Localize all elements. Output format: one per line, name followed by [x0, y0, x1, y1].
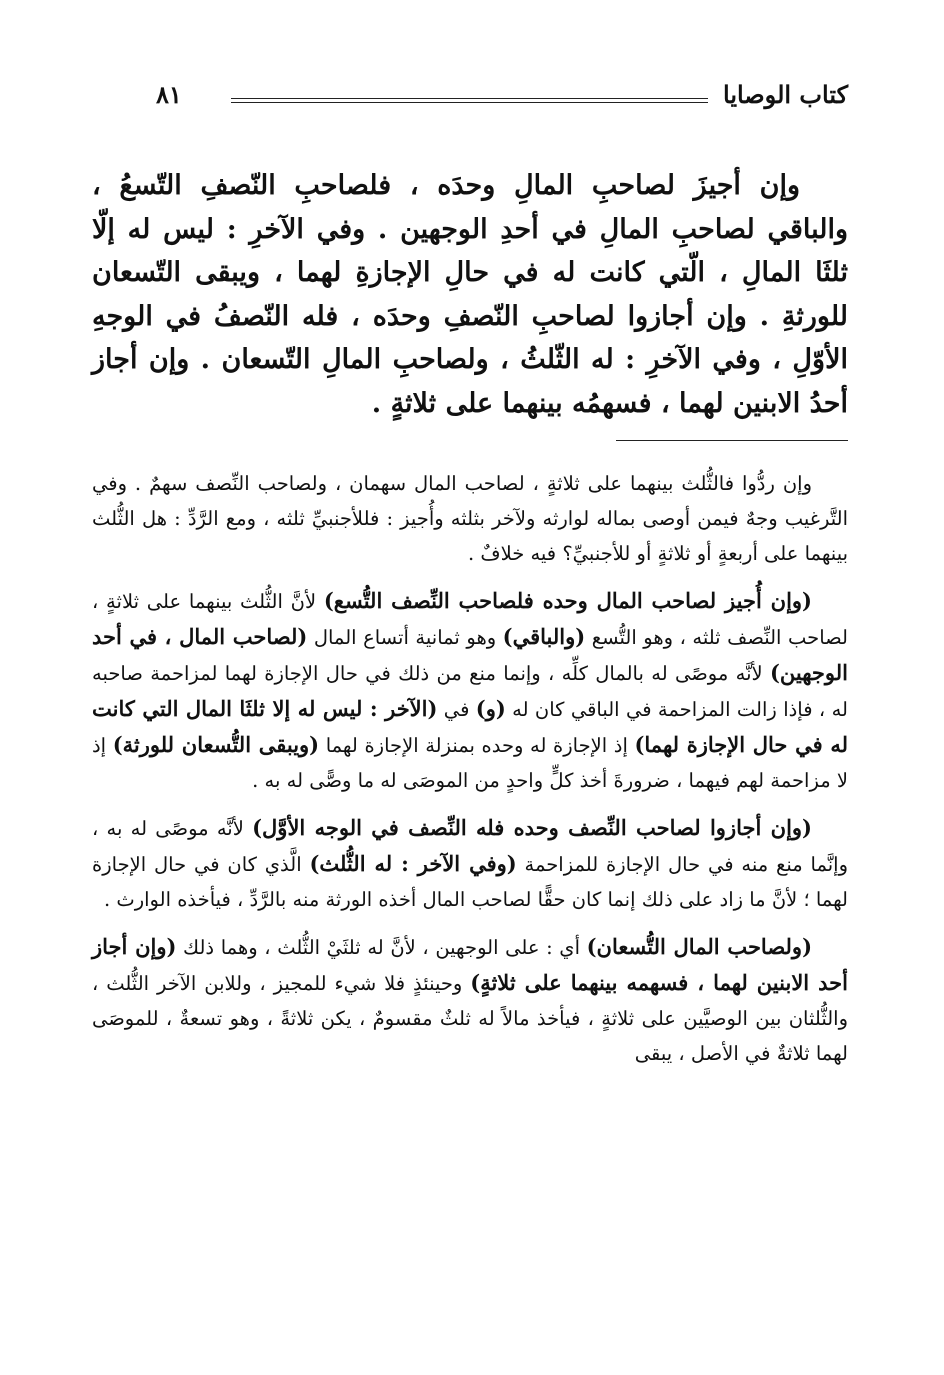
quoted-matn: (وإن أُجيز لصاحب المال وحده فلصاحب النِّصف التُّسع) [323, 588, 812, 613]
commentary-text: لأنَّ الثُّلث بينهما على ثلاثةٍ ، لصاحب النِّصف ثلثه ، وهو التُّسع [92, 590, 848, 649]
commentary-text: لأنَّه موصًى له به ، وإنَّما منع منه في حال الإجازة للمزاحمة [92, 817, 848, 876]
separator-rule [616, 440, 848, 441]
running-header [96, 78, 848, 118]
commentary-text: أي : على الوجهين ، لأنَّ له ثلثَيْ الثُّلث ، وهما ذلك [176, 936, 587, 959]
main-text-body: وإن أجيزَ لصاحبِ المالِ وحدَه ، فلصاحبِ النّصفِ التّسعُ ، والباقي لصاحبِ المالِ في أحدِ الوجهين . وفي الآخرِ : ليس له إلّا ثلثَا المالِ ، الّتي كانت له في حالِ الإجازةِ لهما ، ويبقى التّسعان للورثةِ . وإن أجازوا لصاحبِ النّصفِ وحدَه ، فله النّصفُ في الوجهِ الأوّلِ ، وفي الآخرِ : له الثّلثُ ، ولصاحبِ المالِ التّسعان . وإن أجاز أحدُ الابنين لهما ، فسهمُه بينهما على ثلاثةٍ . [92, 170, 848, 419]
commentary-text: وإن ردُّوا فالثُّلث بينهما على ثلاثةٍ ، لصاحب المال سهمان ، ولصاحب النِّصف سهمٌ . وفي التَّرغيب وجهٌ فيمن أوصى بماله لوارثه ولآخر بثلثه وأُجيز : فللأجنبيِّ ثلثه ، ومع الرَّدِّ : هل الثُّلث بينهما على أربعةٍ أو ثلاثةٍ أو للأجنبيِّ؟ فيه خلافٌ . [92, 472, 848, 565]
quoted-matn: (وإن أجازوا لصاحب النِّصف وحده فله النِّصف في الوجه الأوَّل) [252, 815, 812, 840]
quoted-matn: (وفي الآخر : له الثُّلث) [309, 851, 517, 876]
page-number: ٨١ [156, 80, 182, 109]
commentary-paragraph [92, 583, 848, 798]
quoted-matn: (ويبقى التُّسعان للورثة) [112, 732, 320, 757]
commentary-text: في [437, 698, 476, 721]
quoted-matn: (لصاحب المال ، في أحد الوجهين) [92, 624, 848, 685]
commentary-paragraph [92, 466, 848, 571]
quoted-matn: (الآخر : ليس له إلا ثلثَا المال التي كانت له في حال الإجازة لهما) [92, 696, 848, 757]
commentary-text: وهو ثمانية أتساع المال [307, 626, 503, 649]
header-rule [231, 98, 708, 103]
commentary-paragraph [92, 929, 848, 1071]
commentary-text: لأنَّه موصًى له بالمال كلِّه ، وإنما منع من ذلك في حال الإجازة لهما لمزاحمة صاحبه له ، فإذا زالت المزاحمة في الباقي كان له [92, 662, 848, 721]
commentary-text: إذ الإجازة له وحده بمنزلة الإجازة لهما [319, 734, 635, 757]
book-title: كتاب الوصايا [723, 80, 848, 109]
commentary [92, 466, 848, 1083]
quoted-matn: (والباقي) [502, 624, 586, 649]
commentary-text: وحينئذٍ فلا شيء للمجيز ، وللابن الآخر الثُّلث ، والثُّلثان بين الوصيَّين على ثلاثةٍ ، فيأخذ مالاً له ثلثٌ مقسومٌ ، يكن ثلاثةً ، وهو تسعةٌ ، للموصَى لهما ثلاثةٌ في الأصل ، يبقى [92, 972, 848, 1065]
commentary-paragraph [92, 810, 848, 917]
quoted-matn: (ولصاحب المال التُّسعان) [586, 934, 813, 959]
main-text [92, 164, 848, 425]
quoted-matn: (وإن أجاز أحد الابنين لهما ، فسهمه بينهما على ثلاثةٍ) [92, 934, 848, 995]
quoted-matn: (و) [475, 696, 506, 721]
commentary-text: الَّذي كان في حال الإجازة لهما ؛ لأنَّ ما زاد على ذلك إنما كان حقًّا لصاحب المال أخذه الورثة منه بالرَّدِّ ، فيأخذه الوارث . [92, 853, 848, 911]
commentary-text: إذ لا مزاحمة لهم فيهما ، ضرورةَ أخذ كلٍّ واحدٍ من الموصَى له ما وصًّى له به . [92, 734, 848, 792]
